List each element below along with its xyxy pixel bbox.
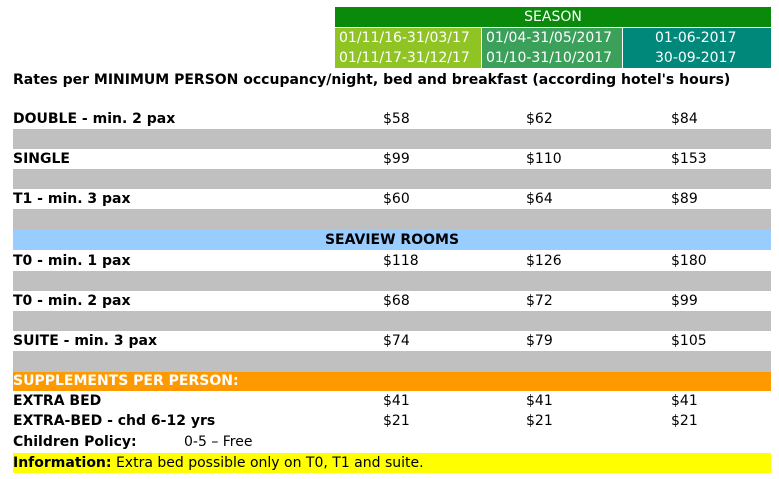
price-season1: $74	[383, 333, 410, 349]
price-season1: $68	[383, 293, 410, 309]
information-label: Information:	[13, 455, 112, 471]
room-label: SINGLE	[13, 151, 70, 167]
price-season3: $153	[671, 151, 707, 167]
supplement-row-extra-bed	[13, 392, 771, 411]
room-label: T0 - min. 1 pax	[13, 253, 131, 269]
season-col3-row2: 30-09-2017	[623, 48, 771, 68]
season-col2-row1: 01/04-31/05/2017	[482, 28, 622, 48]
children-policy-label: Children Policy:	[13, 434, 137, 450]
price-season1: $118	[383, 253, 419, 269]
room-label: SUITE - min. 3 pax	[13, 333, 157, 349]
room-row-t0-1pax	[13, 251, 771, 271]
room-row-t1	[13, 189, 771, 209]
supplements-header: SUPPLEMENTS PER PERSON:	[13, 372, 771, 391]
information-bar	[13, 453, 771, 473]
price-season2: $72	[526, 293, 553, 309]
children-policy-row	[13, 432, 771, 452]
price-season3: $180	[671, 253, 707, 269]
separator-row	[13, 351, 771, 372]
price-season2: $110	[526, 151, 562, 167]
price-season2: $62	[526, 111, 553, 127]
rates-title: Rates per MINIMUM PERSON occupancy/night, bed and breakfast (according hotel's hours)	[13, 72, 731, 88]
separator-row	[13, 169, 771, 189]
room-label: T1 - min. 3 pax	[13, 191, 131, 207]
price-season3: $99	[671, 293, 698, 309]
price-season1: $58	[383, 111, 410, 127]
separator-row	[13, 209, 771, 230]
room-row-t0-2pax	[13, 291, 771, 311]
separator-row	[13, 311, 771, 331]
season-col1-row2: 01/11/17-31/12/17	[335, 48, 481, 68]
separator-row	[13, 129, 771, 149]
price-season3: $41	[671, 393, 698, 409]
room-label: DOUBLE - min. 2 pax	[13, 111, 176, 127]
room-row-suite	[13, 331, 771, 351]
room-row-double	[13, 109, 771, 129]
price-season2: $126	[526, 253, 562, 269]
room-label: T0 - min. 2 pax	[13, 293, 131, 309]
season-header: SEASON	[335, 7, 771, 27]
price-season1: $21	[383, 413, 410, 429]
supplement-label: EXTRA BED	[13, 393, 102, 409]
price-season3: $89	[671, 191, 698, 207]
price-season1: $60	[383, 191, 410, 207]
price-season2: $41	[526, 393, 553, 409]
information-text: Extra bed possible only on T0, T1 and suite.	[115, 455, 424, 471]
children-policy-value: 0-5 – Free	[184, 434, 253, 450]
price-season2: $21	[526, 413, 553, 429]
price-season2: $64	[526, 191, 553, 207]
price-season1: $99	[383, 151, 410, 167]
price-season1: $41	[383, 393, 410, 409]
season-col2-row2: 01/10-31/10/2017	[482, 48, 622, 68]
price-season3: $105	[671, 333, 707, 349]
price-season2: $79	[526, 333, 553, 349]
room-row-single	[13, 149, 771, 169]
price-season3: $84	[671, 111, 698, 127]
supplement-label: EXTRA-BED - chd 6-12 yrs	[13, 413, 216, 429]
price-season3: $21	[671, 413, 698, 429]
supplement-row-extra-bed-child	[13, 412, 771, 431]
season-col1-row1: 01/11/16-31/03/17	[335, 28, 481, 48]
seaview-rooms-header: SEAVIEW ROOMS	[13, 230, 771, 250]
season-col3-row1: 01-06-2017	[623, 28, 771, 48]
separator-row	[13, 271, 771, 291]
